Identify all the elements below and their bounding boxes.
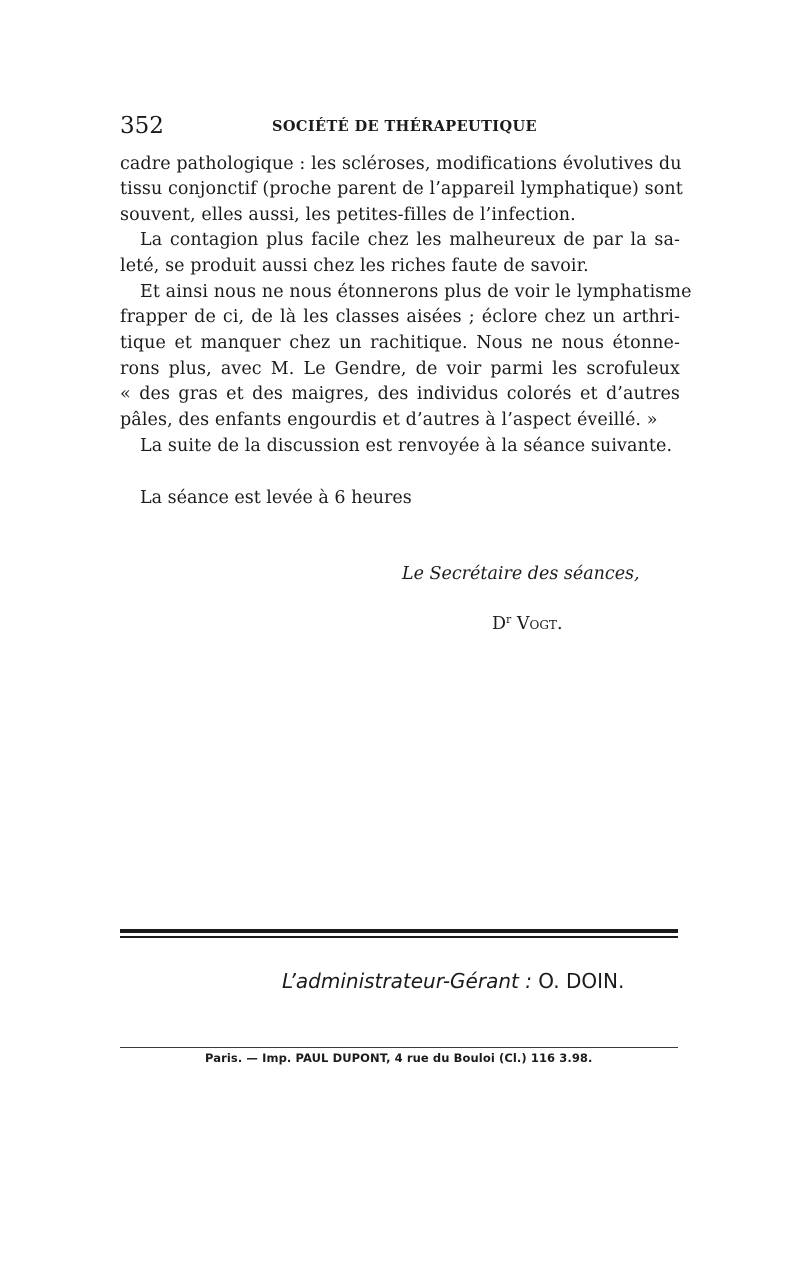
manager-line xyxy=(282,968,624,994)
body-line: « des gras et des maigres, des individus colorés et d’autres xyxy=(120,384,680,404)
closing-line: La séance est levée à 6 heures xyxy=(140,488,412,508)
signature-surname: Vogt. xyxy=(516,614,563,634)
body-line: rons plus, avec M. Le Gendre, de voir parmi les scrofuleux xyxy=(120,359,680,379)
body-line: La suite de la discussion est renvoyée à la séance suivante. xyxy=(140,436,673,456)
signature-name xyxy=(492,607,563,637)
imprint-rule xyxy=(120,1047,678,1048)
body-line: tissu conjonctif (proche parent de l’appareil lymphatique) sont xyxy=(120,179,683,199)
manager-role: L’administrateur-Gérant : xyxy=(282,969,532,993)
signature-title-sup: r xyxy=(506,613,512,626)
body-line: Et ainsi nous ne nous étonnerons plus de voir le lymphatisme xyxy=(140,282,692,302)
body-line: souvent, elles aussi, les petites-filles de l’infection. xyxy=(120,205,576,225)
signature-role: Le Secrétaire des séances, xyxy=(402,564,640,584)
printer-imprint: Paris. — Imp. PAUL DUPONT, 4 rue du Bouloi (Cl.) 116 3.98. xyxy=(205,1051,593,1065)
manager-name: O. DOIN. xyxy=(538,969,625,993)
footer-rule-thin xyxy=(120,936,678,938)
footer-rule-thick xyxy=(120,929,678,933)
signature-title: D xyxy=(492,614,507,634)
running-head: SOCIÉTÉ DE THÉRAPEUTIQUE xyxy=(272,118,537,135)
body-line: tique et manquer chez un rachitique. Nous ne nous étonne- xyxy=(120,333,680,353)
body-line: leté, se produit aussi chez les riches faute de savoir. xyxy=(120,256,589,276)
body-line: cadre pathologique : les scléroses, modifications évolutives du xyxy=(120,154,682,174)
body-line: pâles, des enfants engourdis et d’autres à l’aspect éveillé. » xyxy=(120,410,658,430)
body-line: La contagion plus facile chez les malheureux de par la sa- xyxy=(140,230,680,250)
page-number: 352 xyxy=(120,113,164,139)
body-line: frapper de ci, de là les classes aisées ; éclore chez un arthri- xyxy=(120,307,680,327)
